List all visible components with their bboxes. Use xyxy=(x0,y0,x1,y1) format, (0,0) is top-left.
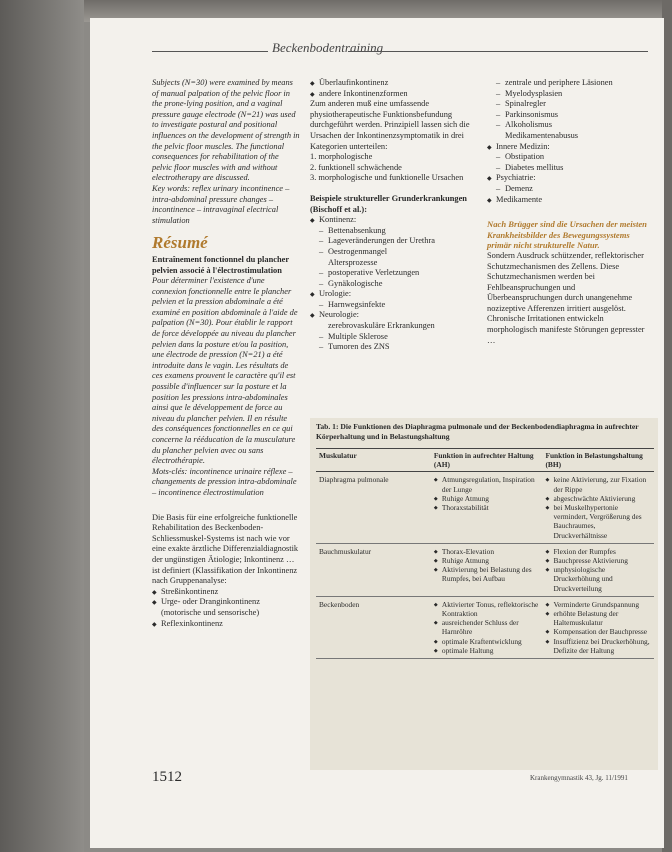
list-item: Medikamentenabusus xyxy=(505,130,579,140)
function-item: ◆ Thorax-Elevation xyxy=(434,547,540,556)
ah-function-cell xyxy=(431,472,543,543)
function-item: ◆ Aktivierter Tonus, reflektorische Kontraktion xyxy=(434,600,540,618)
table-row xyxy=(316,472,654,543)
header-rule-right xyxy=(348,51,648,52)
document-page xyxy=(90,18,664,848)
bh-function-cell xyxy=(542,543,654,596)
function-item: ◆ Aktivierung bei Belastung des Rumpfes, bei Aufbau xyxy=(434,565,540,583)
function-item: ◆ optimale Kraftentwicklung xyxy=(434,637,540,646)
list-item: ◆ Kontinenz: xyxy=(310,215,482,226)
function-item: ◆ Verminderte Grundspannung xyxy=(545,600,651,609)
function-item: ◆ Bauchpresse Aktivierung xyxy=(545,556,651,565)
french-title: Entraînement fonctionnel du plancher pelvien associé à l'électrostimulation xyxy=(152,254,289,275)
function-item: ◆ optimale Haltung xyxy=(434,646,540,655)
list-item: – zentrale und periphere Läsionen xyxy=(487,78,652,89)
list-item: – Parkinsonismus xyxy=(487,110,652,121)
list-item: ◆ Urge- oder Dranginkontinenz (motorische und sensorische) xyxy=(152,597,300,618)
column-middle xyxy=(310,78,482,353)
list-item: ◆ Reflexinkontinenz xyxy=(152,619,300,630)
list-item: – Harnwegsinfekte xyxy=(310,300,482,311)
incontinence-type-list xyxy=(152,587,300,629)
column-header: Funktion in aufrechter Haltung (AH) xyxy=(431,449,543,472)
list-item: ◆ Überlaufinkontinenz xyxy=(310,78,482,89)
ah-function-cell xyxy=(431,596,543,658)
diseases-list-continued xyxy=(487,78,652,205)
running-header: Beckenbodentraining xyxy=(272,40,384,55)
list-item: – Lageveränderungen der Urethra xyxy=(310,236,482,247)
list-item: – Bettenabsenkung xyxy=(310,226,482,237)
column-header: Funktion in Belastungshaltung (BH) xyxy=(542,449,654,472)
function-item: ◆ ausreichender Schluss der Harnröhre xyxy=(434,618,540,636)
table-row xyxy=(316,543,654,596)
list-item: – Diabetes mellitus xyxy=(487,163,652,174)
list-item: – Myelodysplasien xyxy=(487,89,652,100)
muscle-cell: Diaphragma pulmonale xyxy=(316,472,431,543)
french-summary: Pour déterminer l'existence d'une connexion fonctionnelle entre le plancher pelvien et la pression abdominale a été examiné en position abdominale à l'aide de palpation (N=30). Pour établir le rapport de force développée au niveau du plancher pelvien dans la posture et/ou la position, une électrode de pression (N=21) a été introduite dans le vagin. Les résultats de ces examens prouvent le caractère qu'il est possible d'influencer sur la posture et la position les pressions intra-abdominales ainsi que le développement de force au niveau du plancher pelvien. Il en résulte des conséquences fonctionnelles en ce qui concerne la rééducation de la musculature du plancher pelvien avec ou sans électrothérapie. xyxy=(152,276,298,466)
function-item: ◆ erhöhte Belastung der Haltemuskulatur xyxy=(545,609,651,627)
function-item: ◆ bei Muskelhypertonie vermindert, Vergrößerung des Bauchraumes, Druckverhältnisse xyxy=(545,503,651,540)
list-item: ◆ Medikamente xyxy=(487,195,652,206)
function-item: ◆ Ruhige Atmung xyxy=(434,494,540,503)
list-item: – Obstipation xyxy=(487,152,652,163)
function-table xyxy=(316,448,654,659)
table-panel xyxy=(310,418,658,770)
english-keywords: Key words: reflex urinary incontinence – intra-abdominal pressure changes – incontinence – intravaginal electrical stimulation xyxy=(152,183,290,225)
function-item: ◆ Flexion der Rumpfes xyxy=(545,547,651,556)
list-item: – postoperative Verletzungen xyxy=(310,268,482,279)
list-item: ◆ Urologie: xyxy=(310,289,482,300)
list-item: zerebrovaskuläre Erkrankungen xyxy=(328,321,435,331)
list-item: – Spinalregler xyxy=(487,99,652,110)
list-item: ◆ Streßinkontinenz xyxy=(152,587,300,598)
list-item: ◆ Innere Medizin: xyxy=(487,142,652,153)
muscle-cell: Beckenboden xyxy=(316,596,431,658)
header-rule-left xyxy=(152,51,268,52)
numbered-item: 3. morphologische und funktionelle Ursachen xyxy=(310,173,464,183)
body-paragraph: Sondern Ausdruck schützender, reflektorischer Schutzmechanismen des Zellens. Diese Schutzmechanismen werden bei Fehlbeanspruchungen und Überbeanspruchungen durch unangenehme nozizeptive Afferenzen irritiert ausgelöst. Chronische Irritationen entwickeln morphologisch manifeste Störungen gepresster … xyxy=(487,250,645,345)
column-right xyxy=(487,78,652,346)
function-item: ◆ keine Aktivierung, zur Fixation der Rippe xyxy=(545,475,651,493)
english-summary: Subjects (N=30) were examined by means of manual palpation of the pelvic floor in the prone-lying position, and a vaginal pressure gauge electrode (N=21) was used to investigate postural and positional influences on the development of strength in the pelvic floor muscles. The functional consequences for rehabilitation of the pelvic floor muscles with and without electrotherapy are discussed. xyxy=(152,78,300,183)
french-keywords: Mots-clés: incontinence urinaire réflexe – changements de pression intra-abdominale – incontinence électrostimulation xyxy=(152,466,297,497)
bh-function-cell xyxy=(542,472,654,543)
numbered-item: 1. morphologische xyxy=(310,152,373,162)
function-item: ◆ Kompensation der Bauchpresse xyxy=(545,627,651,636)
incontinence-forms-list xyxy=(310,78,482,99)
table-caption: Tab. 1: Die Funktionen des Diaphragma pulmonale und der Beckenbodendiaphragma in aufrechter Körperhaltung und in Belastungshaltung xyxy=(316,422,639,441)
list-item: Altersprozesse xyxy=(328,257,378,267)
highlight-quote: Nach Brügger sind die Ursachen der meisten Krankheitsbilder des Bewegungssystems primär nicht strukturelle Natur. xyxy=(487,219,647,251)
function-item: ◆ Insuffizienz bei Druckerhöhung, Defizite der Haltung xyxy=(545,637,651,655)
column-left xyxy=(152,78,300,629)
function-item: ◆ Atmungsregulation, Inspiration der Lunge xyxy=(434,475,540,493)
example-heading: Beispiele struktureller Grunderkrankungen (Bischoff et al.): xyxy=(310,193,467,214)
german-intro: Die Basis für eine erfolgreiche funktionelle Rehabilitation des Beckenboden-Schliessmuskel-Systems ist nach wie vor eine exakte ärztliche Differenzialdiagnostik der ungünstigen Ätiologie; Inkontinenz … ist definiert (Klassifikation der Inkontinenz nach Gruppenanalyse: xyxy=(152,512,299,586)
resume-heading: Résumé xyxy=(152,233,208,253)
table-row xyxy=(316,596,654,658)
function-item: ◆ Ruhige Atmung xyxy=(434,556,540,565)
structural-diseases-list xyxy=(310,215,482,353)
table-header-row xyxy=(316,449,654,472)
body-paragraph: Zum anderen muß eine umfassende physiotherapeutische Funktionsbefundung durchgeführt werden. Prinzipiell lassen sich die Ursachen der Inkontinenzsymptomatik in drei Kategorien unterteilen: xyxy=(310,99,470,151)
page-number: 1512 xyxy=(152,769,182,785)
list-item: – Alkoholismus xyxy=(487,120,652,131)
scan-border-left xyxy=(0,0,84,852)
list-item: ◆ Psychiatrie: xyxy=(487,173,652,184)
list-item: – Tumoren des ZNS xyxy=(310,342,482,353)
journal-reference: Krankengymnastik 43, Jg. 11/1991 xyxy=(530,774,628,782)
function-item: ◆ Thoraxstabilität xyxy=(434,503,540,512)
muscle-cell: Bauchmuskulatur xyxy=(316,543,431,596)
function-item: ◆ abgeschwächte Aktivierung xyxy=(545,494,651,503)
column-header: Muskulatur xyxy=(316,449,431,472)
list-item: – Multiple Sklerose xyxy=(310,332,482,343)
bh-function-cell xyxy=(542,596,654,658)
list-item: ◆ Neurologie: xyxy=(310,310,482,321)
list-item: – Gynäkologische xyxy=(310,279,482,290)
list-item: ◆ andere Inkontinenzformen xyxy=(310,89,482,100)
function-item: ◆ unphysiologische Druckerhöhung und Druckverteilung xyxy=(545,565,651,593)
ah-function-cell xyxy=(431,543,543,596)
table-body xyxy=(316,472,654,659)
list-item: – Demenz xyxy=(487,184,652,195)
list-item: – Oestrogenmangel xyxy=(310,247,482,258)
numbered-item: 2. funktionell schwächende xyxy=(310,162,402,172)
